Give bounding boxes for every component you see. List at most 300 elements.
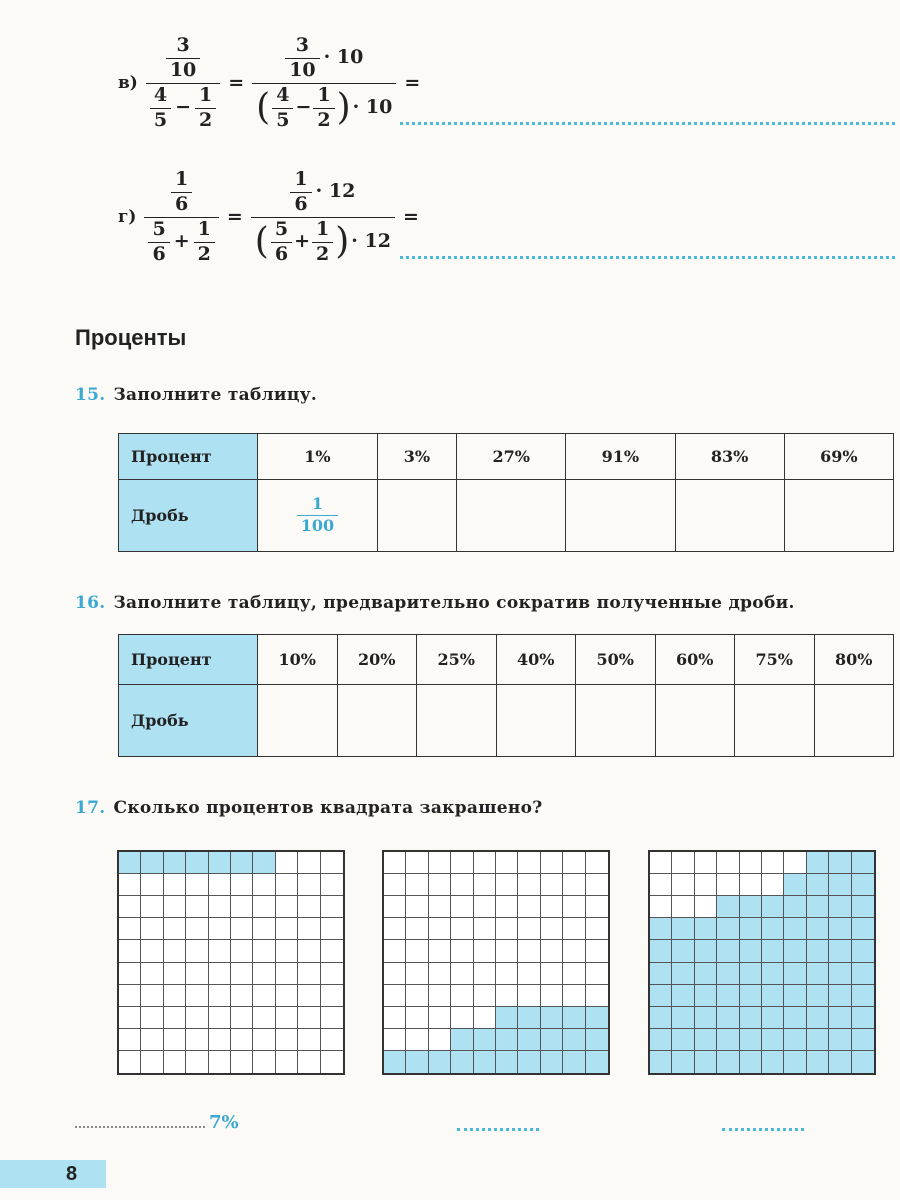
grid-cell (518, 1007, 540, 1029)
percent-cell: 10% (258, 635, 338, 685)
grid-cell (186, 985, 208, 1007)
grid-cell (784, 918, 806, 940)
grid-cell (563, 852, 585, 874)
grid-cell (429, 852, 451, 874)
grid-cell (717, 1007, 739, 1029)
grid-cell (740, 1029, 762, 1051)
grid-cell (740, 1051, 762, 1073)
grid-cell (496, 918, 518, 940)
grid-cell (784, 1051, 806, 1073)
grid-cell (563, 1007, 585, 1029)
grid-cell (762, 874, 784, 896)
grid-cell (119, 1007, 141, 1029)
grid-cell (541, 940, 563, 962)
grid-cell (717, 1051, 739, 1073)
grid-cell (807, 963, 829, 985)
exercise-v: в) $\frac{3}{10}$ $\frac{4}{5}$ − $\frac{1}{2}$ = $\frac{3}{10}$ · 10 ( $\frac{4}{5}$ − $\frac{1}{2}$ ) · 10 = (118, 34, 421, 131)
grid-cell (784, 852, 806, 874)
grid-cell (451, 852, 473, 874)
grid-cell (164, 896, 186, 918)
grid-cell (384, 940, 406, 962)
grid-cell (231, 940, 253, 962)
grid-cell (276, 896, 298, 918)
grid-cell (321, 1029, 343, 1051)
grid-cell (406, 852, 428, 874)
grid-cell (276, 940, 298, 962)
grid-cell (276, 1007, 298, 1029)
task-15-heading: 15. Заполните таблицу. (75, 385, 318, 405)
grid-cell (852, 896, 874, 918)
grid-cell (496, 963, 518, 985)
grid-cell (784, 896, 806, 918)
grid-cell (406, 1029, 428, 1051)
percent-cell: 69% (784, 434, 893, 480)
percent-cell: 60% (655, 635, 735, 685)
grid-cell (829, 918, 851, 940)
grid-cell (762, 918, 784, 940)
grid-cell (231, 1029, 253, 1051)
grid-cell (141, 1051, 163, 1073)
grid-cell (141, 852, 163, 874)
grid-cell (541, 1029, 563, 1051)
grid-cell (384, 852, 406, 874)
grid-cell (186, 896, 208, 918)
grid-cell (563, 1029, 585, 1051)
grid-cell (231, 985, 253, 1007)
grid-cell (141, 985, 163, 1007)
fraction-cell[interactable] (784, 480, 893, 552)
grid-cell (518, 918, 540, 940)
grid-cell (496, 1029, 518, 1051)
grid-cell (209, 1007, 231, 1029)
grid-cell (852, 940, 874, 962)
grid-cell (563, 985, 585, 1007)
percent-cell: 40% (496, 635, 576, 685)
grid-cell (429, 896, 451, 918)
grid-cell (231, 918, 253, 940)
grid-cell (451, 1029, 473, 1051)
grid-cell (429, 940, 451, 962)
grid-cell (586, 896, 608, 918)
fraction-cell[interactable] (814, 685, 894, 757)
row-header-fraction: Дробь (119, 685, 258, 757)
row-header-fraction: Дробь (119, 480, 258, 552)
grid-cell (209, 1029, 231, 1051)
grid-cell (253, 940, 275, 962)
grid-cell (650, 918, 672, 940)
grid-cell (276, 852, 298, 874)
grid-cell (541, 874, 563, 896)
grid-cell (474, 896, 496, 918)
grid-cell (586, 963, 608, 985)
grid-cell (650, 963, 672, 985)
grid-cell (164, 852, 186, 874)
percent-cell: 50% (576, 635, 656, 685)
grid-cell (186, 1051, 208, 1073)
grid-cell (829, 1051, 851, 1073)
grid-cell (231, 852, 253, 874)
grid-cell (496, 896, 518, 918)
percent-cell: 25% (417, 635, 497, 685)
grid-cell (496, 985, 518, 1007)
grid-cell (231, 896, 253, 918)
grid-cell (695, 874, 717, 896)
grid-cell (253, 985, 275, 1007)
grid-cell (586, 1051, 608, 1073)
grid-cell (298, 896, 320, 918)
complex-fraction-left: $\frac{1}{6}$ $\frac{5}{6}$ + $\frac{1}{2}$ (144, 170, 218, 265)
grid-cell (164, 1029, 186, 1051)
grid-cell (276, 874, 298, 896)
grid-cell (541, 852, 563, 874)
grid-cell (141, 896, 163, 918)
square-grid-2 (382, 850, 610, 1075)
grid-cell (231, 874, 253, 896)
grid-cell (141, 1007, 163, 1029)
grid-cell (586, 940, 608, 962)
grid-cell (829, 874, 851, 896)
grid-cell (740, 963, 762, 985)
grid-cell (518, 874, 540, 896)
grid-cell (784, 1007, 806, 1029)
grid-cell (740, 1007, 762, 1029)
percent-cell: 80% (814, 635, 894, 685)
grid-cell (852, 852, 874, 874)
answer-1[interactable]: 7% (75, 1112, 239, 1133)
exercise-g-label: г) (118, 207, 137, 228)
task-15-table (118, 433, 894, 552)
percent-cell: 83% (675, 434, 784, 480)
grid-cell (695, 940, 717, 962)
grid-cell (807, 852, 829, 874)
grid-cell (406, 874, 428, 896)
grid-cell (650, 1007, 672, 1029)
grid-cell (474, 1051, 496, 1073)
grid-cell (762, 985, 784, 1007)
grid-cell (672, 1007, 694, 1029)
grid-cell (321, 963, 343, 985)
grid-cell (164, 874, 186, 896)
grid-cell (740, 985, 762, 1007)
complex-fraction-right: $\frac{1}{6}$ · 12 ( $\frac{5}{6}$ + $\frac{1}{2}$ ) · 12 (251, 170, 395, 265)
grid-cell (541, 963, 563, 985)
task-16-heading: 16. Заполните таблицу, предварительно сократив полученные дроби. (75, 593, 795, 613)
grid-cell (695, 852, 717, 874)
grid-cell (695, 1029, 717, 1051)
grid-cell (209, 896, 231, 918)
grid-cell (695, 1051, 717, 1073)
grid-cell (496, 940, 518, 962)
grid-cell (563, 963, 585, 985)
grid-cell (829, 940, 851, 962)
grid-cell (451, 1051, 473, 1073)
grid-cell (541, 896, 563, 918)
grid-cell (518, 1029, 540, 1051)
grid-cell (563, 940, 585, 962)
percent-cell: 1% (258, 434, 378, 480)
grid-cell (276, 963, 298, 985)
grid-cell (829, 985, 851, 1007)
grid-cell (384, 963, 406, 985)
grid-cell (298, 985, 320, 1007)
grid-cell (406, 896, 428, 918)
grid-cell (429, 1051, 451, 1073)
grid-cell (586, 852, 608, 874)
grid-cell (384, 1007, 406, 1029)
grid-cell (119, 852, 141, 874)
fraction-cell[interactable] (417, 685, 497, 757)
grid-cell (695, 985, 717, 1007)
grid-cell (784, 940, 806, 962)
grid-cell (650, 852, 672, 874)
grid-cell (253, 1051, 275, 1073)
grid-cell (740, 852, 762, 874)
grid-cell (253, 963, 275, 985)
grid-cell (209, 852, 231, 874)
grid-cell (717, 940, 739, 962)
grid-cell (784, 985, 806, 1007)
grid-cell (321, 874, 343, 896)
grid-cell (829, 896, 851, 918)
grid-cell (276, 1051, 298, 1073)
complex-fraction-left: $\frac{3}{10}$ $\frac{4}{5}$ − $\frac{1}{2}$ (146, 36, 220, 131)
fraction-cell[interactable] (377, 480, 456, 552)
grid-cell (186, 940, 208, 962)
grid-cell (451, 918, 473, 940)
grid-cell (298, 940, 320, 962)
grid-cell (784, 963, 806, 985)
grid-cell (141, 1029, 163, 1051)
grid-cell (740, 918, 762, 940)
grid-cell (119, 874, 141, 896)
grid-cell (164, 985, 186, 1007)
grid-cell (852, 1051, 874, 1073)
grid-cell (563, 896, 585, 918)
grid-cell (586, 918, 608, 940)
grid-cell (253, 1007, 275, 1029)
grid-cell (406, 1007, 428, 1029)
grid-cell (695, 896, 717, 918)
grid-cell (541, 985, 563, 1007)
fraction-cell[interactable] (576, 685, 656, 757)
grid-cell (807, 918, 829, 940)
grid-cell (276, 985, 298, 1007)
grid-cell (451, 1007, 473, 1029)
grid-cell (384, 918, 406, 940)
answer-line-v[interactable] (400, 122, 895, 125)
grid-cell (695, 918, 717, 940)
percent-cell: 75% (735, 635, 815, 685)
square-grid-1 (117, 850, 345, 1075)
row-header-percent: Процент (119, 434, 258, 480)
fraction-cell[interactable] (457, 480, 566, 552)
grid-cell (429, 1029, 451, 1051)
grid-cell (141, 963, 163, 985)
grid-cell (474, 985, 496, 1007)
grid-cell (406, 963, 428, 985)
percent-cell: 20% (337, 635, 417, 685)
grid-cell (717, 896, 739, 918)
grid-cell (253, 874, 275, 896)
grid-cell (406, 940, 428, 962)
page-number: 8 (0, 1160, 106, 1188)
grid-cell (740, 896, 762, 918)
grid-cell (141, 874, 163, 896)
grid-cell (429, 985, 451, 1007)
grid-cell (852, 963, 874, 985)
grid-cell (186, 1029, 208, 1051)
grid-cell (209, 1051, 231, 1073)
grid-cell (406, 918, 428, 940)
grid-cell (762, 896, 784, 918)
percent-cell: 91% (566, 434, 675, 480)
grid-cell (321, 985, 343, 1007)
grid-cell (784, 1029, 806, 1051)
grid-cell (209, 963, 231, 985)
grid-cell (807, 1029, 829, 1051)
grid-cell (518, 985, 540, 1007)
grid-cell (474, 918, 496, 940)
task-17-heading: 17. Сколько процентов квадрата закрашено? (75, 798, 543, 818)
grid-cell (717, 1029, 739, 1051)
grid-cell (762, 852, 784, 874)
fraction-cell[interactable] (655, 685, 735, 757)
fraction-cell[interactable] (496, 685, 576, 757)
grid-cell (298, 874, 320, 896)
grid-cell (209, 918, 231, 940)
grid-cell (231, 963, 253, 985)
grid-cell (298, 918, 320, 940)
grid-cell (563, 874, 585, 896)
grid-cell (717, 985, 739, 1007)
grid-cell (586, 1007, 608, 1029)
grid-cell (740, 874, 762, 896)
grid-cell (451, 963, 473, 985)
grid-cell (141, 918, 163, 940)
grid-cell (429, 874, 451, 896)
answer-line-3[interactable] (722, 1128, 804, 1131)
grid-cell (406, 1051, 428, 1073)
grid-cell (852, 1007, 874, 1029)
grid-cell (406, 985, 428, 1007)
grid-cell (650, 874, 672, 896)
grid-cell (253, 852, 275, 874)
grid-cell (209, 940, 231, 962)
grid-cell (807, 985, 829, 1007)
grid-cell (672, 1051, 694, 1073)
grid-cell (119, 1029, 141, 1051)
grid-cell (209, 985, 231, 1007)
grid-cell (384, 1051, 406, 1073)
grid-cell (762, 1007, 784, 1029)
grid-cell (298, 963, 320, 985)
grid-cell (807, 1007, 829, 1029)
grid-cell (119, 985, 141, 1007)
grid-cell (231, 1051, 253, 1073)
grid-cell (321, 1007, 343, 1029)
grid-cell (384, 1029, 406, 1051)
grid-cell (164, 963, 186, 985)
grid-cell (186, 874, 208, 896)
grid-cell (695, 963, 717, 985)
grid-cell (541, 1051, 563, 1073)
fraction-cell-example: $\frac{1}{100}$ (258, 480, 378, 552)
exercise-v-label: в) (118, 73, 138, 94)
grid-cell (276, 1029, 298, 1051)
grid-cell (321, 1051, 343, 1073)
grid-cell (429, 1007, 451, 1029)
exercise-g: г) $\frac{1}{6}$ $\frac{5}{6}$ + $\frac{1}{2}$ = $\frac{1}{6}$ · 12 ( $\frac{5}{6}$ + $\frac{1}{2}$ ) · 12 = (118, 168, 419, 265)
grid-cell (807, 874, 829, 896)
grid-cell (186, 963, 208, 985)
grid-cell (563, 918, 585, 940)
fraction-cell[interactable] (735, 685, 815, 757)
grid-cell (829, 1029, 851, 1051)
grid-cell (717, 852, 739, 874)
answer-line-g[interactable] (400, 256, 895, 259)
grid-cell (807, 1051, 829, 1073)
grid-cell (650, 940, 672, 962)
grid-cell (518, 896, 540, 918)
fraction-cell[interactable] (566, 480, 675, 552)
grid-cell (541, 1007, 563, 1029)
grid-cell (276, 918, 298, 940)
grid-cell (119, 896, 141, 918)
grid-cell (784, 874, 806, 896)
grid-cell (119, 918, 141, 940)
answer-line-2[interactable] (457, 1128, 539, 1131)
grid-cell (253, 918, 275, 940)
grid-cell (429, 963, 451, 985)
grid-cell (186, 852, 208, 874)
grid-cell (231, 1007, 253, 1029)
grid-cell (474, 852, 496, 874)
grid-cell (518, 963, 540, 985)
fraction-cell[interactable] (675, 480, 784, 552)
grid-cell (518, 1051, 540, 1073)
grid-cell (451, 896, 473, 918)
grid-cell (186, 918, 208, 940)
grid-cell (852, 918, 874, 940)
grid-cell (563, 1051, 585, 1073)
grid-cell (474, 1029, 496, 1051)
grid-cell (164, 918, 186, 940)
row-header-percent: Процент (119, 635, 258, 685)
grid-cell (829, 963, 851, 985)
grid-cell (209, 874, 231, 896)
grid-cell (298, 1051, 320, 1073)
grid-cell (496, 1007, 518, 1029)
grid-cell (807, 940, 829, 962)
grid-cell (119, 1051, 141, 1073)
grid-cell (695, 1007, 717, 1029)
grid-cell (672, 940, 694, 962)
grid-cell (672, 985, 694, 1007)
grid-cell (298, 852, 320, 874)
grid-cell (384, 985, 406, 1007)
grid-cell (518, 852, 540, 874)
grid-cell (518, 940, 540, 962)
grid-cell (119, 963, 141, 985)
fraction-cell[interactable] (258, 685, 338, 757)
grid-cell (321, 918, 343, 940)
grid-cell (496, 1051, 518, 1073)
grid-cell (829, 852, 851, 874)
percent-cell: 27% (457, 434, 566, 480)
grid-cell (650, 1051, 672, 1073)
percent-cell: 3% (377, 434, 456, 480)
fraction-cell[interactable] (337, 685, 417, 757)
